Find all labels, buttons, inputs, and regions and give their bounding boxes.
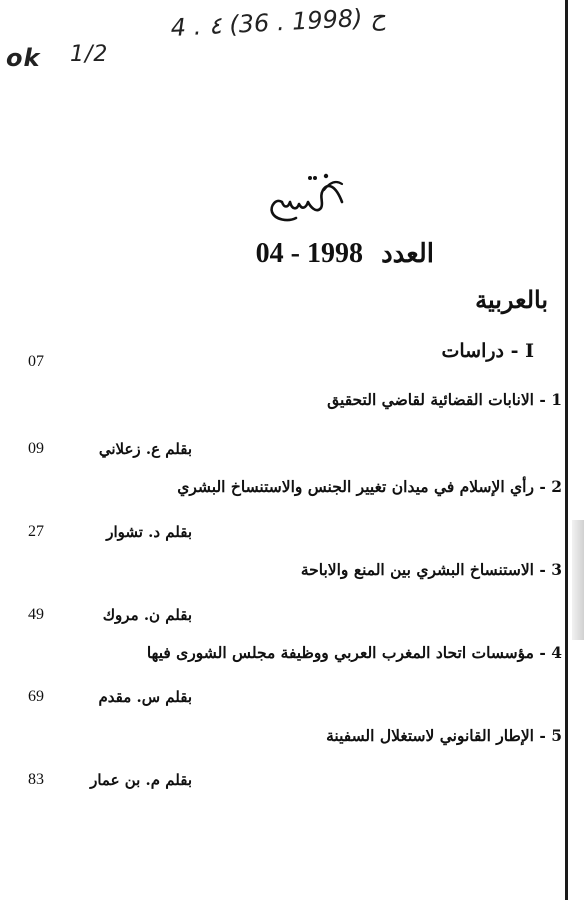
toc-author-row-4 bbox=[0, 688, 584, 718]
article-page-number: 09 bbox=[28, 440, 44, 457]
toc-author-row-1 bbox=[0, 440, 584, 470]
calligraphic-title bbox=[266, 168, 346, 226]
article-page-number: 83 bbox=[28, 771, 44, 788]
issue-label: العدد bbox=[381, 239, 434, 269]
article-title: 5 - الإطار القانوني لاستغلال السفينة bbox=[326, 726, 562, 745]
article-author: بقلم س. مقدم bbox=[98, 688, 192, 706]
toc-entry-1 bbox=[0, 390, 584, 420]
toc-author-row-2 bbox=[0, 523, 584, 553]
article-author: بقلم م. بن عمار bbox=[90, 771, 192, 789]
handwritten-reference: 4 . ٤ (36 . ح (1998 bbox=[170, 2, 387, 42]
issue-heading bbox=[256, 238, 434, 270]
toc-entry-2 bbox=[0, 477, 584, 507]
toc-entry-5 bbox=[0, 726, 584, 756]
toc-entry-3 bbox=[0, 560, 584, 590]
article-title: 4 - مؤسسات اتحاد المغرب العربي ووظيفة مجلس الشورى فيها bbox=[146, 643, 562, 662]
toc-author-row-3 bbox=[0, 606, 584, 636]
issue-number: 04 - 1998 bbox=[255, 238, 363, 269]
section-heading: I - دراسات bbox=[441, 340, 534, 362]
article-page-number: 49 bbox=[28, 606, 44, 623]
toc-author-row-5 bbox=[0, 771, 584, 801]
section-page-number: 07 bbox=[28, 353, 44, 370]
article-title: 1 - الانابات القضائية لقاضي التحقيق bbox=[327, 390, 562, 409]
toc-entry-4 bbox=[0, 643, 584, 673]
article-author: بقلم د. تشوار bbox=[106, 523, 192, 541]
article-title: 2 - رأي الإسلام في ميدان تغيير الجنس والاستنساخ البشري bbox=[177, 477, 562, 496]
language-heading: بالعربية bbox=[475, 285, 548, 314]
article-title: 3 - الاستنساخ البشري بين المنع والاباحة bbox=[300, 560, 562, 579]
article-page-number: 27 bbox=[28, 523, 44, 540]
handwritten-fraction: 1/2 bbox=[70, 42, 109, 67]
article-page-number: 69 bbox=[28, 688, 44, 705]
handwritten-ok: ok bbox=[6, 44, 41, 72]
article-author: بقلم ع. زعلاني bbox=[98, 440, 192, 458]
article-author: بقلم ن. مروك bbox=[102, 606, 192, 624]
